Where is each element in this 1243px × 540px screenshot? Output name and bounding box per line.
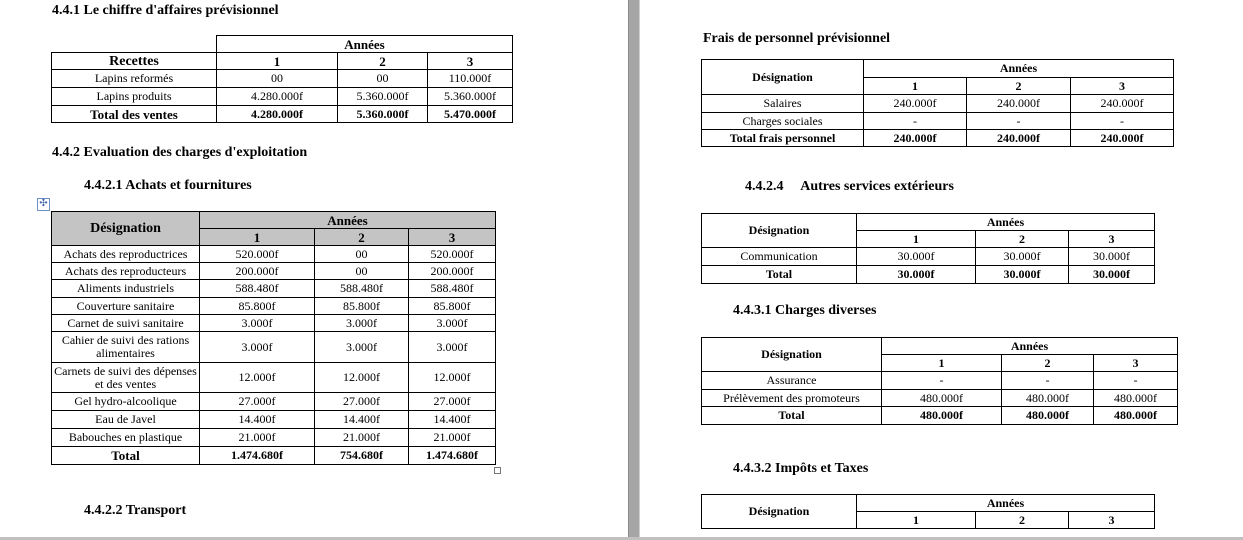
total-label: Total frais personnel [702, 130, 864, 147]
row-label: Carnet de suivi sanitaire [52, 315, 200, 332]
cell-value: 480.000f [1002, 390, 1094, 407]
year-header: 1 [857, 231, 976, 248]
table-row [52, 298, 496, 315]
row-label: Babouches en plastique [52, 429, 200, 447]
cell-value: 4.280.000f [217, 106, 338, 123]
total-row [52, 447, 496, 465]
cell-value: 14.400f [200, 411, 315, 429]
cell-value: 5.360.000f [428, 88, 513, 106]
cell-value: 3.000f [200, 332, 315, 363]
cell-value: 21.000f [409, 429, 496, 447]
cell-value: 200.000f [200, 263, 315, 280]
cell-value: 4.280.000f [217, 88, 338, 106]
heading-4422: 4.4.2.2 Transport [84, 503, 187, 518]
total-row [702, 130, 1174, 147]
designation-header: Désignation [702, 214, 857, 248]
table-row [702, 95, 1174, 113]
cell-value: 30.000f [857, 248, 976, 266]
table-row [702, 390, 1178, 407]
cell-value: 12.000f [315, 363, 409, 393]
achats-fournitures-table [51, 211, 496, 465]
cell-value: 30.000f [1069, 266, 1155, 284]
year-header: 3 [1069, 231, 1155, 248]
cell-value: 3.000f [409, 315, 496, 332]
cell-value: 5.470.000f [428, 106, 513, 123]
year-header: 1 [217, 53, 338, 70]
table-resize-handle[interactable] [494, 467, 501, 474]
impots-taxes-table [701, 494, 1155, 529]
chiffre-affaires-table [51, 35, 513, 123]
cell-value: 27.000f [315, 393, 409, 411]
total-label: Total [52, 447, 200, 465]
cell-value: 240.000f [967, 95, 1071, 113]
cell-value: 3.000f [315, 315, 409, 332]
table-row [52, 246, 496, 263]
year-header: 1 [882, 355, 1002, 372]
heading-4424: 4.4.2.4 Autres services extérieurs [745, 179, 954, 194]
annees-header: Années [882, 338, 1178, 355]
year-header: 2 [315, 229, 409, 246]
cell-value: 240.000f [967, 130, 1071, 147]
cell-value: 588.480f [409, 280, 496, 298]
cell-value: 1.474.680f [409, 447, 496, 465]
year-header: 3 [409, 229, 496, 246]
cell-value: 12.000f [200, 363, 315, 393]
cell-value: 588.480f [200, 280, 315, 298]
cell-value: 00 [217, 70, 338, 88]
table-row [52, 70, 513, 88]
total-label: Total [702, 407, 882, 425]
year-header: 3 [1069, 512, 1155, 529]
cell-value: 3.000f [200, 315, 315, 332]
charges-diverses-table [701, 337, 1178, 425]
table-row [52, 263, 496, 280]
year-header: 3 [428, 53, 513, 70]
table-row [52, 393, 496, 411]
total-row [52, 106, 513, 123]
cell-value: 30.000f [1069, 248, 1155, 266]
row-label: Cahier de suivi des rations alimentaires [52, 332, 200, 363]
cell-value: 85.800f [409, 298, 496, 315]
cell-value: 21.000f [200, 429, 315, 447]
heading-442: 4.4.2 Evaluation des charges d'exploitation [52, 145, 308, 160]
recettes-header: Recettes [52, 53, 217, 70]
heading-4431: 4.4.3.1 Charges diverses [733, 303, 877, 318]
row-label: Communication [702, 248, 857, 266]
year-header: 2 [976, 512, 1069, 529]
cell-value: - [1071, 113, 1174, 130]
row-label: Salaires [702, 95, 864, 113]
year-header: 2 [338, 53, 428, 70]
designation-header: Désignation [702, 338, 882, 372]
frais-personnel-table [701, 59, 1174, 147]
annees-header: Années [857, 214, 1155, 231]
year-header: 2 [1002, 355, 1094, 372]
cell-value: 3.000f [409, 332, 496, 363]
annees-header: Années [864, 60, 1174, 78]
cell-value: 00 [315, 246, 409, 263]
cell-value: 85.800f [200, 298, 315, 315]
cell-value: 5.360.000f [338, 106, 428, 123]
year-header: 1 [857, 512, 976, 529]
table-move-handle-icon[interactable]: ✣ [37, 198, 50, 211]
cell-value: 240.000f [1071, 130, 1174, 147]
cell-value: 30.000f [976, 266, 1069, 284]
total-label: Total des ventes [52, 106, 217, 123]
annees-header: Années [217, 36, 513, 53]
cell-value: 480.000f [1094, 390, 1178, 407]
year-header: 2 [967, 78, 1071, 95]
total-row [702, 266, 1155, 284]
autres-services-table [701, 213, 1155, 284]
cell-value: - [1002, 372, 1094, 390]
table-row [52, 280, 496, 298]
row-label: Gel hydro-alcoolique [52, 393, 200, 411]
row-label: Lapins produits [52, 88, 217, 106]
cell-value: 00 [315, 263, 409, 280]
year-header: 1 [864, 78, 967, 95]
designation-header: Désignation [702, 60, 864, 95]
cell-value: 520.000f [200, 246, 315, 263]
cell-value: 754.680f [315, 447, 409, 465]
cell-value: 480.000f [882, 390, 1002, 407]
table-row [52, 332, 496, 363]
cell-value: 1.474.680f [200, 447, 315, 465]
heading-frais-personnel: Frais de personnel prévisionnel [703, 31, 891, 46]
cell-value: 27.000f [409, 393, 496, 411]
row-label: Achats des reproducteurs [52, 263, 200, 280]
heading-4421: 4.4.2.1 Achats et fournitures [84, 178, 252, 193]
cell-value: 21.000f [315, 429, 409, 447]
table-row [52, 429, 496, 447]
cell-value: - [967, 113, 1071, 130]
table-row [702, 372, 1178, 390]
cell-value: 00 [338, 70, 428, 88]
table-row [52, 88, 513, 106]
row-label: Carnets de suivi des dépenses et des ventes [52, 363, 200, 393]
cell-value: 480.000f [1002, 407, 1094, 425]
designation-header: Désignation [702, 495, 857, 529]
cell-value: 5.360.000f [338, 88, 428, 106]
cell-value: 12.000f [409, 363, 496, 393]
cell-value: 240.000f [864, 130, 967, 147]
total-row [702, 407, 1178, 425]
cell-value: 240.000f [1071, 95, 1174, 113]
year-header: 3 [1094, 355, 1178, 372]
row-label: Achats des reproductrices [52, 246, 200, 263]
table-row [702, 248, 1155, 266]
cell-value: - [864, 113, 967, 130]
year-header: 1 [200, 229, 315, 246]
annees-header: Années [200, 212, 496, 229]
row-label: Couverture sanitaire [52, 298, 200, 315]
cell-value: 520.000f [409, 246, 496, 263]
page-separator [628, 0, 640, 540]
designation-header: Désignation [52, 212, 200, 246]
heading-441: 4.4.1 Le chiffre d'affaires prévisionnel [52, 3, 279, 18]
cell-value: 27.000f [200, 393, 315, 411]
cell-value: 30.000f [857, 266, 976, 284]
row-label: Lapins reformés [52, 70, 217, 88]
cell-value: 480.000f [1094, 407, 1178, 425]
cell-value: 200.000f [409, 263, 496, 280]
year-header: 2 [976, 231, 1069, 248]
heading-4432: 4.4.3.2 Impôts et Taxes [733, 461, 869, 476]
total-label: Total [702, 266, 857, 284]
cell-value: 85.800f [315, 298, 409, 315]
table-row [52, 363, 496, 393]
cell-value: - [882, 372, 1002, 390]
cell-value: 480.000f [882, 407, 1002, 425]
cell-value: 14.400f [409, 411, 496, 429]
cell-value: - [1094, 372, 1178, 390]
row-label: Charges sociales [702, 113, 864, 130]
cell-value: 240.000f [864, 95, 967, 113]
cell-value: 14.400f [315, 411, 409, 429]
table-row [52, 411, 496, 429]
cell-value: 30.000f [976, 248, 1069, 266]
row-label: Assurance [702, 372, 882, 390]
row-label: Aliments industriels [52, 280, 200, 298]
cell-value: 588.480f [315, 280, 409, 298]
cell-value: 110.000f [428, 70, 513, 88]
year-header: 3 [1071, 78, 1174, 95]
table-row [702, 113, 1174, 130]
cell-value: 3.000f [315, 332, 409, 363]
row-label: Eau de Javel [52, 411, 200, 429]
row-label: Prélèvement des promoteurs [702, 390, 882, 407]
annees-header: Années [857, 495, 1155, 512]
table-row [52, 315, 496, 332]
